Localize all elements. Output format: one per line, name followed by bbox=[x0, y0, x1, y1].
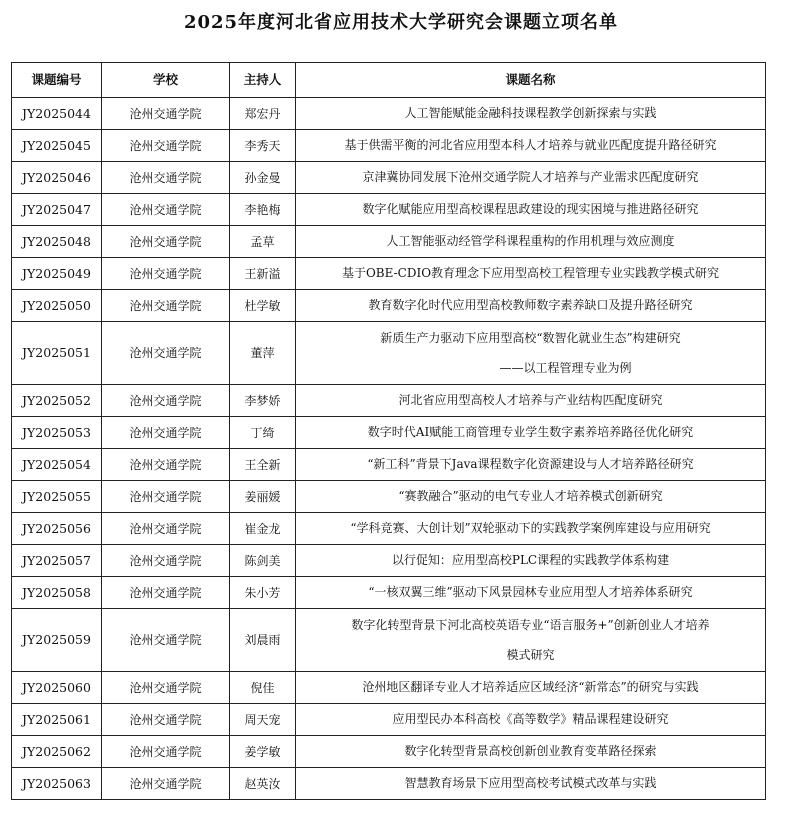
project-name-cell bbox=[296, 226, 766, 258]
project-name-text: 智慧教育场景下应用型高校考试模式改革与实践 bbox=[404, 776, 657, 790]
project-name-cell bbox=[296, 481, 766, 513]
project-name-text: “赛教融合”驱动的电气专业人才培养模式创新研究 bbox=[398, 489, 663, 503]
table-header-row bbox=[12, 63, 766, 98]
project-code-cell: JY2025046 bbox=[12, 162, 102, 194]
host-cell: 丁绮 bbox=[230, 417, 296, 449]
project-name-subtitle: ——以工程管理专业为例 bbox=[499, 361, 632, 375]
school-cell: 沧州交通学院 bbox=[102, 417, 230, 449]
project-code-cell: JY2025060 bbox=[12, 672, 102, 704]
project-name-cell bbox=[296, 736, 766, 768]
school-cell: 沧州交通学院 bbox=[102, 385, 230, 417]
project-name-cell bbox=[296, 449, 766, 481]
school-cell: 沧州交通学院 bbox=[102, 577, 230, 609]
project-name-text: 京津冀协同发展下沧州交通学院人才培养与产业需求匹配度研究 bbox=[362, 170, 699, 184]
project-name-cell bbox=[296, 417, 766, 449]
table-row bbox=[12, 449, 766, 481]
project-name-text: 基于OBE-CDIO教育理念下应用型高校工程管理专业实践教学模式研究 bbox=[341, 266, 720, 280]
project-name-text: 数字化转型背景下河北高校英语专业“语言服务+”创新创业人才培养 bbox=[351, 618, 710, 632]
school-cell: 沧州交通学院 bbox=[102, 609, 230, 672]
project-name-cell bbox=[296, 513, 766, 545]
host-cell: 刘晨雨 bbox=[230, 609, 296, 672]
host-cell: 陈剑美 bbox=[230, 545, 296, 577]
host-cell: 孙金曼 bbox=[230, 162, 296, 194]
project-code-cell: JY2025058 bbox=[12, 577, 102, 609]
school-cell: 沧州交通学院 bbox=[102, 98, 230, 130]
project-name-cell bbox=[296, 162, 766, 194]
school-cell: 沧州交通学院 bbox=[102, 226, 230, 258]
host-cell: 李秀天 bbox=[230, 130, 296, 162]
project-name-text: 新质生产力驱动下应用型高校“数智化就业生态”构建研究 bbox=[380, 331, 681, 345]
project-name-text: 河北省应用型高校人才培养与产业结构匹配度研究 bbox=[398, 393, 663, 407]
project-code-cell: JY2025045 bbox=[12, 130, 102, 162]
project-name-continuation: 模式研究 bbox=[506, 648, 555, 662]
project-code-cell: JY2025055 bbox=[12, 481, 102, 513]
project-code-cell: JY2025057 bbox=[12, 545, 102, 577]
project-name-cell bbox=[296, 672, 766, 704]
host-cell: 王新溢 bbox=[230, 258, 296, 290]
project-name-cell bbox=[296, 322, 766, 385]
project-name-text: 数字化赋能应用型高校课程思政建设的现实困境与推进路径研究 bbox=[362, 202, 699, 216]
school-cell: 沧州交通学院 bbox=[102, 545, 230, 577]
header-host: 主持人 bbox=[230, 63, 296, 98]
project-name-cell bbox=[296, 290, 766, 322]
school-cell: 沧州交通学院 bbox=[102, 481, 230, 513]
table-row bbox=[12, 609, 766, 672]
school-cell: 沧州交通学院 bbox=[102, 322, 230, 385]
table-row bbox=[12, 736, 766, 768]
host-cell: 周天宠 bbox=[230, 704, 296, 736]
project-table bbox=[11, 62, 766, 800]
table-row bbox=[12, 194, 766, 226]
host-cell: 杜学敏 bbox=[230, 290, 296, 322]
project-code-cell: JY2025056 bbox=[12, 513, 102, 545]
table-row bbox=[12, 417, 766, 449]
school-cell: 沧州交通学院 bbox=[102, 513, 230, 545]
host-cell: 赵英汝 bbox=[230, 768, 296, 800]
project-name-text: 数字化转型背景高校创新创业教育变革路径探索 bbox=[404, 744, 657, 758]
table-row bbox=[12, 98, 766, 130]
project-name-cell bbox=[296, 545, 766, 577]
table-row bbox=[12, 768, 766, 800]
school-cell: 沧州交通学院 bbox=[102, 194, 230, 226]
project-code-cell: JY2025044 bbox=[12, 98, 102, 130]
project-code-cell: JY2025048 bbox=[12, 226, 102, 258]
host-cell: 李艳梅 bbox=[230, 194, 296, 226]
header-school: 学校 bbox=[102, 63, 230, 98]
project-name-cell bbox=[296, 704, 766, 736]
table-row bbox=[12, 704, 766, 736]
project-name-cell bbox=[296, 577, 766, 609]
project-name-text: 以行促知：应用型高校PLC课程的实践教学体系构建 bbox=[391, 553, 670, 567]
school-cell: 沧州交通学院 bbox=[102, 736, 230, 768]
school-cell: 沧州交通学院 bbox=[102, 290, 230, 322]
project-code-cell: JY2025052 bbox=[12, 385, 102, 417]
host-cell: 董萍 bbox=[230, 322, 296, 385]
project-code-cell: JY2025053 bbox=[12, 417, 102, 449]
table-row bbox=[12, 577, 766, 609]
project-name-text: 教育数字化时代应用型高校教师数字素养缺口及提升路径研究 bbox=[368, 298, 693, 312]
table-row bbox=[12, 130, 766, 162]
host-cell: 朱小芳 bbox=[230, 577, 296, 609]
host-cell: 郑宏丹 bbox=[230, 98, 296, 130]
project-name-text: 沧州地区翻译专业人才培养适应区域经济“新常态”的研究与实践 bbox=[362, 680, 699, 694]
project-code-cell: JY2025059 bbox=[12, 609, 102, 672]
project-name-cell bbox=[296, 609, 766, 672]
table-row bbox=[12, 385, 766, 417]
project-name-text: 人工智能赋能金融科技课程教学创新探索与实践 bbox=[404, 106, 657, 120]
header-code: 课题编号 bbox=[12, 63, 102, 98]
table-row bbox=[12, 322, 766, 385]
project-name-text: 基于供需平衡的河北省应用型本科人才培养与就业匹配度提升路径研究 bbox=[344, 138, 717, 152]
project-name-cell bbox=[296, 130, 766, 162]
host-cell: 崔金龙 bbox=[230, 513, 296, 545]
table-row bbox=[12, 672, 766, 704]
header-name: 课题名称 bbox=[296, 63, 766, 98]
page-title: 2025年度河北省应用技术大学研究会课题立项名单 bbox=[183, 12, 619, 33]
table-row bbox=[12, 226, 766, 258]
school-cell: 沧州交通学院 bbox=[102, 768, 230, 800]
table-body bbox=[12, 98, 766, 800]
table-row bbox=[12, 545, 766, 577]
project-name-cell bbox=[296, 768, 766, 800]
school-cell: 沧州交通学院 bbox=[102, 130, 230, 162]
project-name-text: 人工智能驱动经管学科课程重构的作用机理与效应测度 bbox=[386, 234, 675, 248]
project-name-cell bbox=[296, 194, 766, 226]
school-cell: 沧州交通学院 bbox=[102, 162, 230, 194]
project-name-text: “一核双翼三维”驱动下风景园林专业应用型人才培养体系研究 bbox=[368, 585, 693, 599]
host-cell: 王全新 bbox=[230, 449, 296, 481]
project-name-cell bbox=[296, 385, 766, 417]
school-cell: 沧州交通学院 bbox=[102, 449, 230, 481]
table-row bbox=[12, 258, 766, 290]
school-cell: 沧州交通学院 bbox=[102, 704, 230, 736]
project-name-text: 应用型民办本科高校《高等数学》精品课程建设研究 bbox=[392, 712, 669, 726]
host-cell: 孟草 bbox=[230, 226, 296, 258]
project-code-cell: JY2025047 bbox=[12, 194, 102, 226]
project-name-cell bbox=[296, 258, 766, 290]
project-name-text: 数字时代AI赋能工商管理专业学生数字素养培养路径优化研究 bbox=[367, 425, 694, 439]
table-row bbox=[12, 290, 766, 322]
project-code-cell: JY2025061 bbox=[12, 704, 102, 736]
table-row bbox=[12, 513, 766, 545]
host-cell: 李梦娇 bbox=[230, 385, 296, 417]
project-code-cell: JY2025049 bbox=[12, 258, 102, 290]
project-code-cell: JY2025050 bbox=[12, 290, 102, 322]
school-cell: 沧州交通学院 bbox=[102, 672, 230, 704]
table-row bbox=[12, 481, 766, 513]
host-cell: 倪佳 bbox=[230, 672, 296, 704]
table-row bbox=[12, 162, 766, 194]
project-code-cell: JY2025062 bbox=[12, 736, 102, 768]
project-code-cell: JY2025063 bbox=[12, 768, 102, 800]
project-code-cell: JY2025054 bbox=[12, 449, 102, 481]
project-name-cell bbox=[296, 98, 766, 130]
host-cell: 姜学敏 bbox=[230, 736, 296, 768]
project-code-cell: JY2025051 bbox=[12, 322, 102, 385]
host-cell: 姜丽媛 bbox=[230, 481, 296, 513]
project-name-text: “新工科”背景下Java课程数字化资源建设与人才培养路径研究 bbox=[367, 457, 694, 471]
project-name-text: “学科竞赛、大创计划”双轮驱动下的实践教学案例库建设与应用研究 bbox=[350, 521, 711, 535]
school-cell: 沧州交通学院 bbox=[102, 258, 230, 290]
